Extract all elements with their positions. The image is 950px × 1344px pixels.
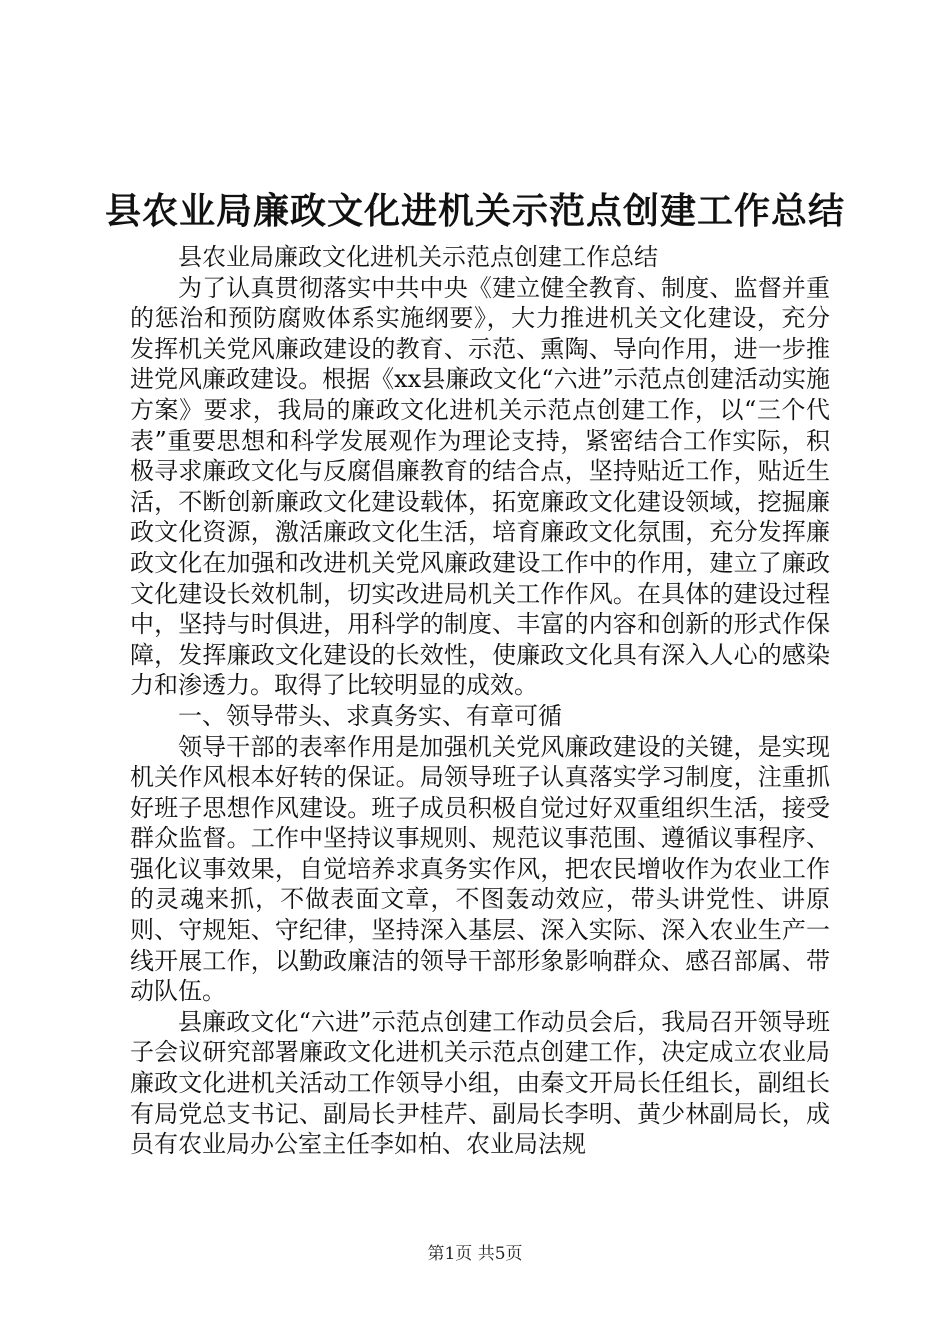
body-paragraph-meeting: 县廉政文化“六进”示范点创建工作动员会后，我局召开领导班子会议研究部署廉政文化进机关示范点创建工作，决定成立农业局廉政文化进机关活动工作领导小组，由秦文开局长任组长，副组长有局党总支书记、副局长尹桂芹、副局长李明、黄少林副局长，成员有农业局办公室主任李如柏、农业局法规 [130,1007,830,1159]
body-paragraph-subtitle: 县农业局廉政文化进机关示范点创建工作总结 [178,243,658,271]
body-paragraph-intro: 为了认真贯彻落实中共中央《建立健全教育、制度、监督并重的惩治和预防腐败体系实施纲要》，大力推进机关文化建设，充分发挥机关党风廉政建设的教育、示范、熏陶、导向作用，进一步推进党风廉政建设。根据《xx县廉政文化“六进”示范点创建活动实施方案》要求，我局的廉政文化进机关示范点创建工作，以“三个代表”重要思想和科学发展观作为理论支持，紧密结合工作实际，积极寻求廉政文化与反腐倡廉教育的结合点，坚持贴近工作，贴近生活，不断创新廉政文化建设载体，拓宽廉政文化建设领域，挖掘廉政文化资源，激活廉政文化生活，培育廉政文化氛围，充分发挥廉政文化在加强和改进机关党风廉政建设工作中的作用，建立了廉政文化建设长效机制，切实改进局机关工作作风。在具体的建设过程中，坚持与时俱进，用科学的制度、丰富的内容和创新的形式作保障，发挥廉政文化建设的长效性，使廉政文化具有深入人心的感染力和渗透力。取得了比较明显的成效。 [130,273,830,700]
body-paragraph-leadership: 领导干部的表率作用是加强机关党风廉政建设的关键，是实现机关作风根本好转的保证。局领导班子认真落实学习制度，注重抓好班子思想作风建设。班子成员积极自觉过好双重组织生活，接受群众监督。工作中坚持议事规则、规范议事范围、遵循议事程序、强化议事效果，自觉培养求真务实作风，把农民增收作为农业工作的灵魂来抓，不做表面文章，不图轰动效应，带头讲党性、讲原则、守规矩、守纪律，坚持深入基层、深入实际、深入农业生产一线开展工作，以勤政廉洁的领导干部形象影响群众、感召部属、带动队伍。 [130,732,830,1006]
page-footer: 第1页 共5页 [427,1244,523,1264]
document-title: 县农业局廉政文化进机关示范点创建工作总结 [104,191,845,232]
section-heading-1: 一、领导带头、求真务实、有章可循 [178,701,562,730]
document-body [130,242,830,1160]
